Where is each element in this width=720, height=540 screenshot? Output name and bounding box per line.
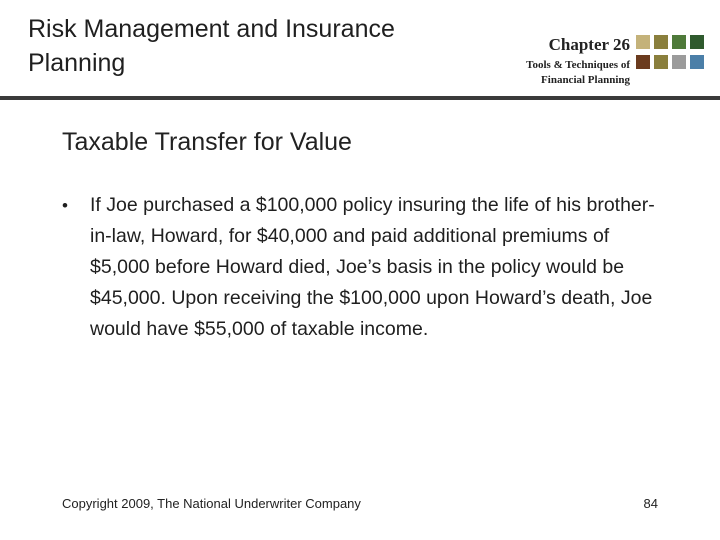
- bullet-list: [62, 190, 672, 345]
- square-gray: [672, 55, 686, 69]
- decorative-squares: [636, 35, 716, 71]
- square-olive-2: [654, 55, 668, 69]
- chapter-label: Chapter 26: [548, 35, 630, 54]
- square-green: [672, 35, 686, 49]
- square-tan: [636, 35, 650, 49]
- square-blue: [690, 55, 704, 69]
- chapter-subtitle: [430, 58, 630, 88]
- square-dark-green: [690, 35, 704, 49]
- bullet-icon: •: [62, 196, 68, 215]
- bullet-item: [62, 190, 672, 345]
- chapter-block: [430, 34, 630, 88]
- square-olive: [654, 35, 668, 49]
- square-brown: [636, 55, 650, 69]
- footer-copyright: Copyright 2009, The National Underwriter Company: [62, 496, 361, 511]
- course-title: Risk Management and Insurance Planning: [28, 15, 395, 77]
- header-divider: [0, 96, 720, 100]
- page-number: 84: [643, 496, 658, 511]
- bullet-text: If Joe purchased a $100,000 policy insuring the life of his brother-in-law, Howard, for $40,000 and paid additional premiums of $5,000 before Howard died, Joe’s basis in the policy would be $45,000. Upon receiving the $100,000 upon Howard’s death, Joe would have $55,000 of taxable income.: [90, 194, 655, 340]
- chapter-subtitle-line2: Financial Planning: [541, 74, 630, 86]
- chapter-subtitle-line1: Tools & Techniques of: [526, 59, 630, 71]
- slide-title: Taxable Transfer for Value: [62, 128, 352, 156]
